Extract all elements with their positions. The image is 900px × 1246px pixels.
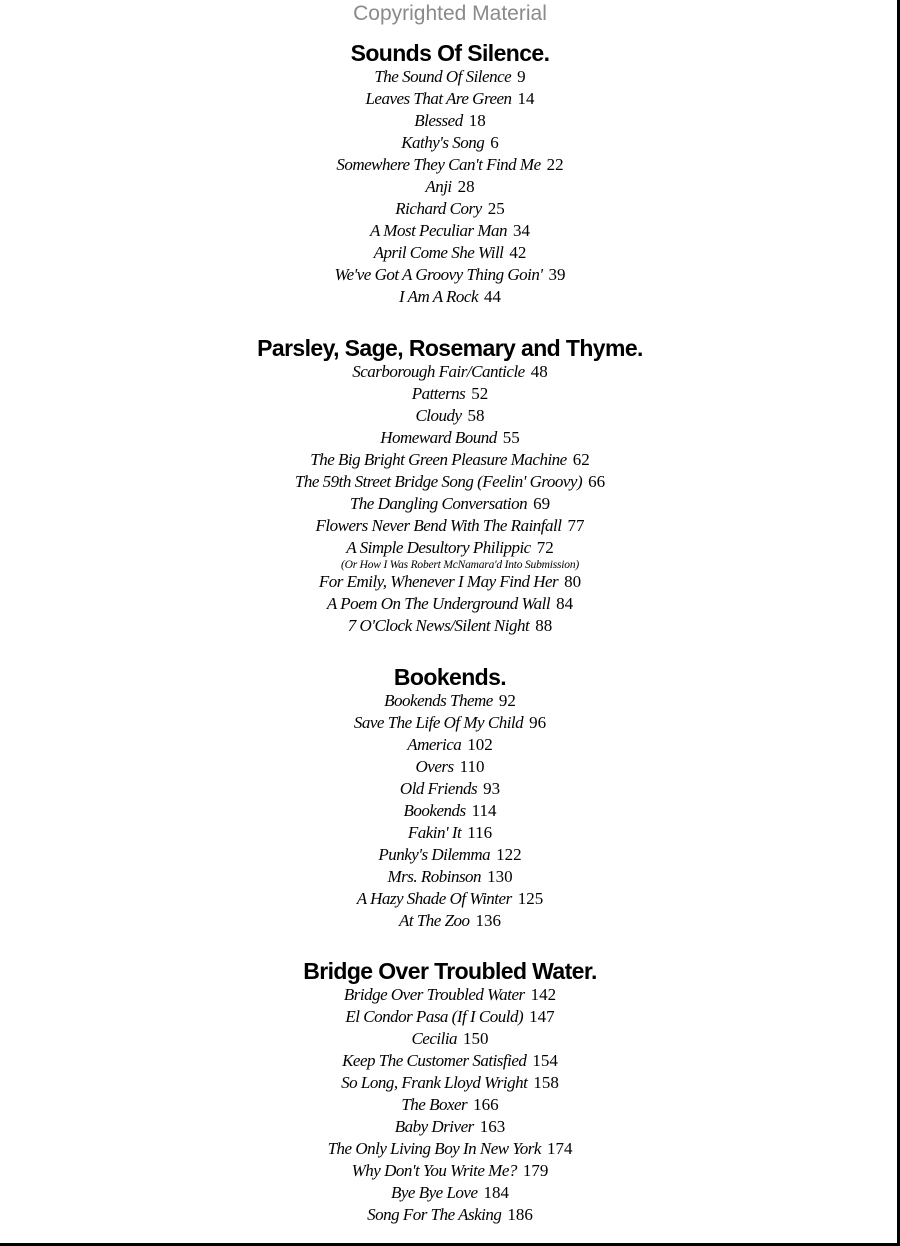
track-page-number: 62: [572, 450, 590, 469]
track-page-number: 66: [588, 472, 606, 491]
track-entry: [0, 471, 900, 493]
track-entry: [0, 1050, 900, 1072]
track-title: A Simple Desultory Philippic: [346, 538, 531, 557]
track-entry: [0, 1094, 900, 1116]
album-section-parsley-sage: [0, 335, 900, 637]
track-page-number: 25: [487, 199, 505, 218]
track-page-number: 158: [533, 1073, 559, 1092]
track-page-number: 114: [471, 801, 497, 820]
track-entry: [0, 427, 900, 449]
track-page-number: 96: [529, 713, 547, 732]
album-title: Bridge Over Troubled Water.: [303, 958, 597, 984]
track-page-number: 184: [483, 1183, 509, 1202]
track-page-number: 42: [509, 243, 527, 262]
track-entry: [0, 1160, 900, 1182]
track-entry: [0, 1138, 900, 1160]
track-page-number: 130: [487, 867, 513, 886]
track-title: Patterns: [411, 384, 466, 403]
track-title: The Boxer: [401, 1095, 468, 1114]
track-title: Anji: [425, 177, 452, 196]
track-page-number: 48: [530, 362, 548, 381]
track-title: Why Don't You Write Me?: [351, 1161, 517, 1180]
track-page-number: 122: [496, 845, 522, 864]
track-entry: [0, 515, 900, 537]
track-subtitle-note: (Or How I Was Robert McNamara'd Into Submission): [340, 559, 580, 571]
track-entry: [0, 593, 900, 615]
track-title: Song For The Asking: [367, 1205, 502, 1224]
track-page-number: 88: [535, 616, 553, 635]
track-page-number: 55: [502, 428, 520, 447]
track-title: The Dangling Conversation: [349, 494, 528, 513]
track-title: Bridge Over Troubled Water: [343, 985, 525, 1004]
track-entry: [0, 383, 900, 405]
track-entry: [0, 110, 900, 132]
track-page-number: 44: [484, 287, 501, 306]
track-title: Blessed: [414, 111, 463, 130]
track-title: Leaves That Are Green: [365, 89, 512, 108]
track-page-number: 77: [567, 516, 585, 535]
track-entry: [0, 1182, 900, 1204]
track-entry: [0, 615, 900, 637]
track-title: Somewhere They Can't Find Me: [336, 155, 541, 174]
track-title: 7 O'Clock News/Silent Night: [347, 616, 530, 635]
track-page-number: 18: [468, 111, 486, 130]
track-entry: [0, 242, 900, 264]
track-page-number: 125: [517, 889, 544, 908]
track-list: [0, 690, 900, 932]
track-list: [0, 984, 900, 1226]
track-entry: [0, 984, 900, 1006]
track-entry: [0, 88, 900, 110]
track-page-number: 52: [471, 384, 489, 403]
track-entry: [0, 154, 900, 176]
track-page-number: 14: [517, 89, 535, 108]
track-page-number: 147: [529, 1007, 555, 1026]
track-title: The Sound Of Silence: [374, 67, 512, 86]
track-page-number: 84: [556, 594, 574, 613]
track-title: Punky's Dilemma: [378, 845, 491, 864]
track-title: At The Zoo: [398, 911, 470, 930]
track-page-number: 102: [467, 735, 493, 754]
track-title: Kathy's Song: [401, 133, 485, 152]
album-title: Sounds Of Silence.: [350, 40, 550, 66]
track-page-number: 58: [467, 406, 485, 425]
track-title: Homeward Bound: [380, 428, 497, 447]
track-page-number: 186: [507, 1205, 533, 1224]
track-entry: [0, 571, 900, 593]
track-title: Cloudy: [415, 406, 462, 425]
track-title: Bookends Theme: [384, 691, 493, 710]
track-list: [0, 66, 900, 308]
track-title: Bye Bye Love: [391, 1183, 478, 1202]
track-list: [0, 361, 900, 637]
track-page-number: 80: [564, 572, 582, 591]
track-title: The Only Living Boy In New York: [327, 1139, 541, 1158]
track-page-number: 92: [498, 691, 516, 710]
track-entry: [0, 176, 900, 198]
track-title: A Poem On The Underground Wall: [326, 594, 551, 613]
track-title: Cecilia: [411, 1029, 458, 1048]
album-section-bookends: [0, 664, 900, 932]
track-entry: [0, 493, 900, 515]
track-entry: [0, 1072, 900, 1094]
track-page-number: 154: [532, 1051, 558, 1070]
track-title: We've Got A Groovy Thing Goin': [334, 265, 543, 284]
track-entry: [0, 800, 900, 822]
track-entry: [0, 537, 900, 559]
track-page-number: 166: [473, 1095, 499, 1114]
track-title: The 59th Street Bridge Song (Feelin' Groovy): [294, 472, 583, 491]
track-title: I Am A Rock: [398, 287, 478, 306]
track-entry: [0, 286, 900, 308]
track-page-number: 22: [546, 155, 564, 174]
track-entry: [0, 690, 900, 712]
album-title: Parsley, Sage, Rosemary and Thyme.: [257, 335, 643, 361]
album-section-bridge-over-troubled-water: [0, 958, 900, 1226]
track-entry: [0, 734, 900, 756]
track-entry: [0, 1204, 900, 1226]
track-page-number: 39: [548, 265, 566, 284]
track-page-number: 93: [483, 779, 501, 798]
track-title: El Condor Pasa (If I Could): [345, 1007, 524, 1026]
track-title: America: [407, 735, 462, 754]
track-page-number: 163: [479, 1117, 506, 1136]
track-title: Overs: [415, 757, 454, 776]
track-title: For Emily, Whenever I May Find Her: [318, 572, 559, 591]
track-title: Old Friends: [399, 779, 478, 798]
track-title: Richard Cory: [395, 199, 482, 218]
track-title: Baby Driver: [394, 1117, 474, 1136]
track-entry: [0, 712, 900, 734]
track-page-number: 142: [530, 985, 557, 1004]
track-page-number: 6: [490, 133, 499, 152]
track-entry: [0, 405, 900, 427]
track-page-number: 116: [467, 823, 493, 842]
track-entry: [0, 1028, 900, 1050]
track-entry: [0, 888, 900, 910]
track-page-number: 28: [457, 177, 475, 196]
track-title: The Big Bright Green Pleasure Machine: [310, 450, 567, 469]
track-title: Mrs. Robinson: [387, 867, 482, 886]
track-page-number: 136: [475, 911, 502, 930]
album-section-sounds-of-silence: [0, 40, 900, 308]
track-title: Save The Life Of My Child: [353, 713, 524, 732]
album-title: Bookends.: [393, 664, 507, 690]
track-page-number: 179: [522, 1161, 549, 1180]
track-page-number: 72: [536, 538, 554, 557]
copyright-watermark: Copyrighted Material: [353, 2, 547, 25]
track-entry: [0, 822, 900, 844]
track-title: So Long, Frank Lloyd Wright: [341, 1073, 528, 1092]
track-title: Flowers Never Bend With The Rainfall: [315, 516, 562, 535]
track-entry: [0, 1006, 900, 1028]
track-entry: [0, 66, 900, 88]
track-page-number: 9: [517, 67, 526, 86]
track-entry: [0, 220, 900, 242]
track-page-number: 69: [533, 494, 551, 513]
track-page-number: 150: [463, 1029, 489, 1048]
track-title: A Most Peculiar Man: [369, 221, 508, 240]
track-entry: [0, 198, 900, 220]
track-entry: [0, 778, 900, 800]
track-title: A Hazy Shade Of Winter: [356, 889, 512, 908]
track-entry: [0, 866, 900, 888]
track-entry: [0, 361, 900, 383]
track-entry: [0, 910, 900, 932]
track-entry: [0, 264, 900, 286]
track-title: Fakin' It: [407, 823, 462, 842]
track-page-number: 174: [546, 1139, 573, 1158]
track-entry: [0, 449, 900, 471]
track-entry: [0, 1116, 900, 1138]
track-entry: [0, 844, 900, 866]
track-title: Keep The Customer Satisfied: [342, 1051, 527, 1070]
track-title: April Come She Will: [373, 243, 504, 262]
track-entry: [0, 756, 900, 778]
track-title: Scarborough Fair/Canticle: [352, 362, 525, 381]
track-entry: [0, 132, 900, 154]
track-title: Bookends: [403, 801, 466, 820]
track-page-number: 110: [459, 757, 485, 776]
track-page-number: 34: [513, 221, 531, 240]
